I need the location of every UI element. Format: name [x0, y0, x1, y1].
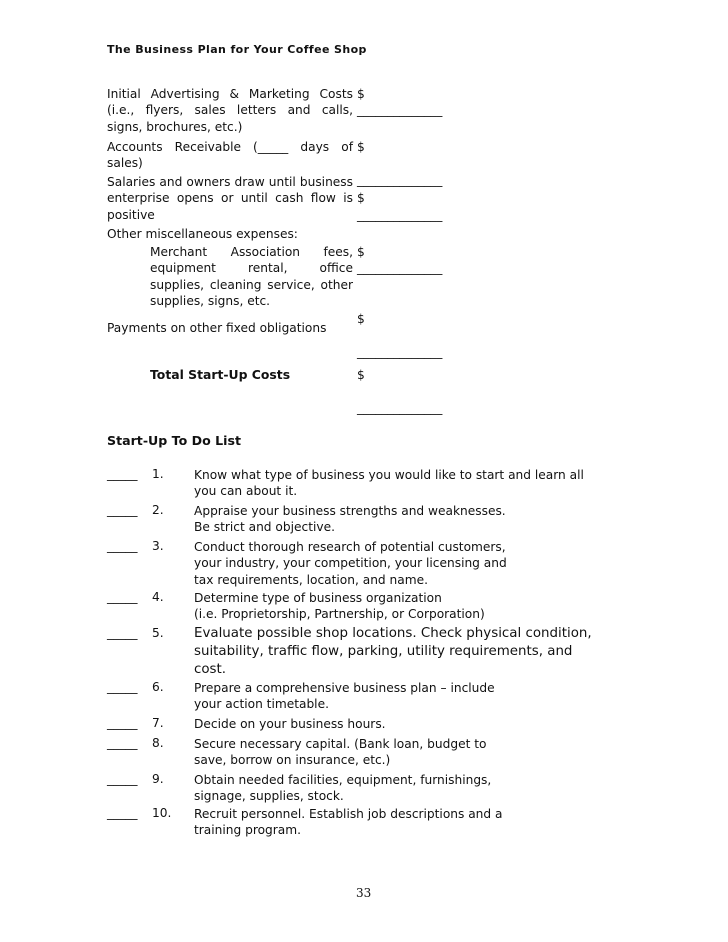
cost-amount-merchant: $ ______________ — [357, 245, 443, 276]
todo-text-line: Know what type of business you would like to start and learn all — [194, 468, 584, 482]
todo-title: Start-Up To Do List — [107, 433, 241, 448]
todo-checkbox-blank: _____ — [107, 590, 138, 604]
todo-text-line: Be strict and objective. — [194, 520, 335, 535]
cost-amount-receivable: $ ______________ — [357, 140, 443, 187]
cost-amount-advertising: $ ______________ — [357, 87, 443, 118]
todo-number: 8. — [152, 736, 164, 750]
cost-label-fixed-obligations: Payments on other fixed obligations — [107, 321, 327, 335]
todo-checkbox-blank: _____ — [107, 736, 138, 750]
todo-checkbox-blank: _____ — [107, 680, 138, 694]
page-header: The Business Plan for Your Coffee Shop — [107, 43, 367, 56]
total-label: Total Start-Up Costs — [150, 367, 291, 382]
todo-checkbox-blank: _____ — [107, 772, 138, 786]
cost-label-merchant: Merchant Association fees, equipment rental, office supplies, cleaning service, other supplies, signs, etc. — [150, 245, 353, 308]
todo-checkbox-blank: _____ — [107, 806, 138, 820]
todo-number: 3. — [152, 539, 164, 553]
todo-text-line: Prepare a comprehensive business plan – include — [194, 681, 495, 695]
todo-checkbox-blank: _____ — [107, 467, 138, 481]
todo-text-line: training program. — [194, 823, 301, 838]
cost-label-advertising: Initial Advertising & Marketing Costs (i.e., flyers, sales letters and calls, signs, brochures, etc.) — [107, 87, 353, 134]
cost-label-receivable: Accounts Receivable (_____ days of sales) — [107, 140, 353, 171]
todo-number: 5. — [152, 626, 164, 640]
todo-text-line: Appraise your business strengths and weaknesses. — [194, 504, 506, 518]
todo-number: 4. — [152, 590, 164, 604]
cost-label-misc: Other miscellaneous expenses: — [107, 227, 298, 241]
total-amount: $ ______________ — [357, 368, 443, 415]
todo-number: 6. — [152, 680, 164, 694]
todo-checkbox-blank: _____ — [107, 539, 138, 553]
todo-text-line: suitability, traffic flow, parking, utility requirements, and — [194, 644, 573, 659]
todo-number: 1. — [152, 467, 164, 481]
todo-checkbox-blank: _____ — [107, 626, 138, 640]
todo-text-line: Recruit personnel. Establish job descriptions and a — [194, 807, 503, 821]
todo-text-line: you can about it. — [194, 484, 298, 499]
todo-text-line: Decide on your business hours. — [194, 717, 386, 731]
todo-text-line: (i.e. Proprietorship, Partnership, or Corporation) — [194, 607, 485, 622]
cost-amount-fixed-obligations: $ ______________ — [357, 312, 443, 359]
todo-text-line: your industry, your competition, your licensing and — [194, 556, 507, 571]
todo-text-line: save, borrow on insurance, etc.) — [194, 753, 391, 768]
todo-text-line: Conduct thorough research of potential customers, — [194, 540, 506, 554]
todo-text-line: tax requirements, location, and name. — [194, 572, 428, 587]
todo-number: 2. — [152, 503, 164, 517]
todo-checkbox-blank: _____ — [107, 716, 138, 730]
todo-text-line: cost. — [194, 662, 227, 677]
page-number: 33 — [356, 886, 372, 900]
cost-label-salaries: Salaries and owners draw until business enterprise opens or until cash flow is positive — [107, 175, 353, 222]
cost-amount-salaries: $ ______________ — [357, 191, 443, 222]
todo-number: 10. — [152, 806, 172, 820]
todo-text-line: Determine type of business organization — [194, 591, 442, 605]
todo-text-line: Secure necessary capital. (Bank loan, budget to — [194, 737, 487, 751]
todo-text-line: signage, supplies, stock. — [194, 789, 344, 804]
todo-text-line: Evaluate possible shop locations. Check physical condition, — [194, 626, 592, 641]
todo-number: 7. — [152, 716, 164, 730]
todo-text-line: Obtain needed facilities, equipment, furnishings, — [194, 773, 492, 787]
todo-checkbox-blank: _____ — [107, 503, 138, 517]
todo-number: 9. — [152, 772, 164, 786]
todo-text-line: your action timetable. — [194, 697, 329, 712]
